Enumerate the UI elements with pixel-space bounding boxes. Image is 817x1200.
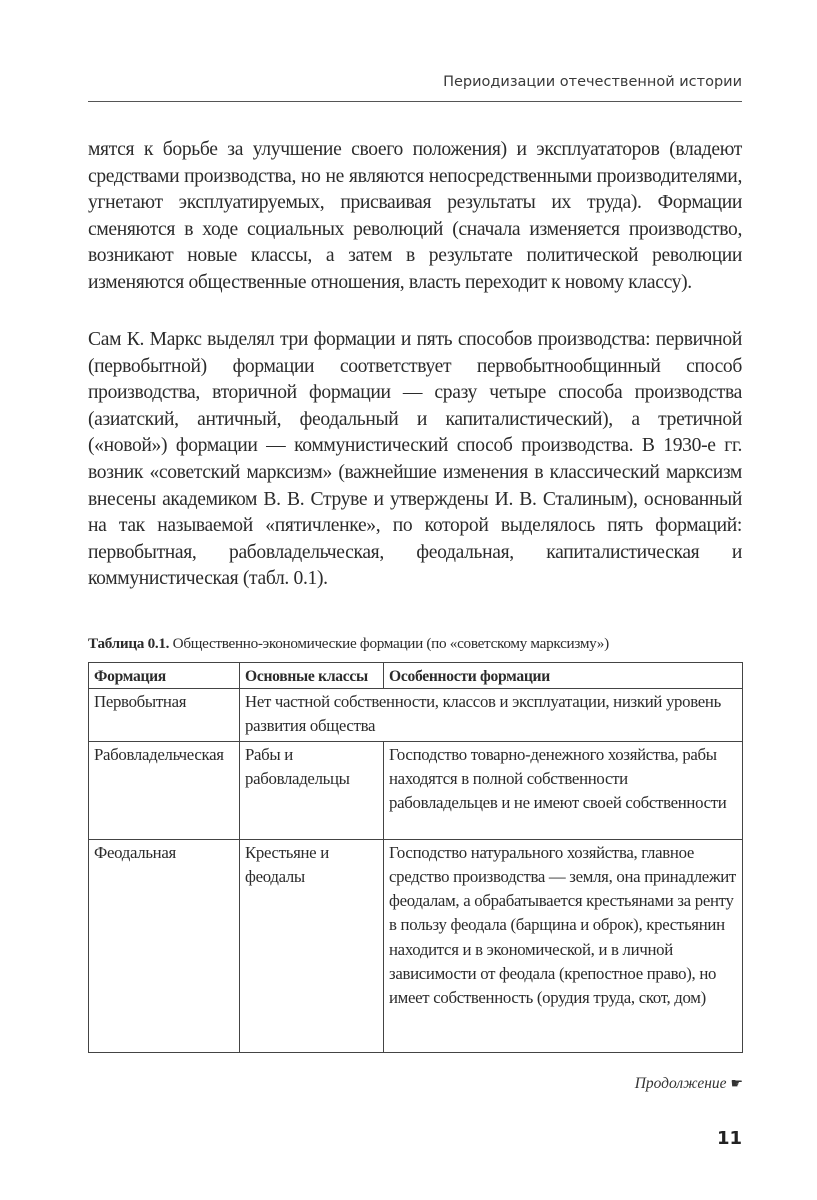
- cell-formation: Рабовладельческая: [89, 741, 240, 839]
- cell-classes: Крестьяне и феодалы: [240, 839, 384, 1052]
- table-caption-text: Общественно-экономические формации (по «советскому марксизму»): [169, 635, 609, 652]
- cell-features-merged: Нет частной собственности, классов и эксплуатации, низкий уровень развития общества: [240, 689, 743, 742]
- table-continued-note: [560, 1075, 743, 1093]
- table-row: [89, 839, 743, 1052]
- table-caption: [88, 635, 748, 653]
- paragraph-1: мятся к борьбе за улучшение своего положения) и эксплуататоров (владеют средствами производства, но не являются непосредственными производителями, угнетают эксплуатируемых, присваивая результаты их труда). Формации сменяются в ходе социальных революций (сначала изменяется производство, возникают новые классы, а затем в результате политической революции изменяются общественные отношения, власть переходит к новому классу).: [88, 139, 742, 293]
- cell-classes: Рабы и рабовладельцы: [240, 741, 384, 839]
- continued-label: Продолжение: [634, 1075, 727, 1092]
- cell-formation: Феодальная: [89, 839, 240, 1052]
- formations-table: [88, 662, 743, 1053]
- cell-features: Господство товарно-денежного хозяйства, рабы находятся в полной собственности рабовладельцев и не имеют своей собственности: [384, 741, 743, 839]
- running-header-title: Периодизации отечественной истории: [443, 74, 742, 90]
- table-row: [89, 741, 743, 839]
- pointing-hand-icon: ☛: [730, 1077, 743, 1092]
- header-divider: [88, 101, 742, 102]
- cell-features: Господство натурального хозяйства, главное средство производства — земля, она принадлежит феодалам, а обрабатывается крестьянами за ренту в пользу феодала (барщина и оброк), крестьянин находится и в экономической, и в личной зависимости от феодала (крепостное право), но имеет собственность (орудия труда, скот, дом): [384, 839, 743, 1052]
- table-header-row: [89, 663, 743, 689]
- paragraph-2: Сам К. Маркс выделял три формации и пять способов производства: первичной (первобытной) формации соответствует первобытнообщинный способ производства, вторичной формации — сразу четыре способа производства (азиатский, античный, феодальный и капиталистический), а третичной («новой») формации — коммунистический способ производства. В 1930-е гг. возник «советский марксизм» (важнейшие изменения в классический марксизм внесены академиком В. В. Струве и утверждены И. В. Сталиным), основанный на так называемой «пятичленке», по которой выделялось пять формаций: первобытная, рабовладельческая, феодальная, капиталистическая и коммунистическая (табл. 0.1).: [88, 329, 742, 590]
- header-features: Особенности формации: [384, 663, 743, 689]
- table-caption-label: Таблица 0.1.: [88, 635, 170, 652]
- page-number: 11: [716, 1128, 742, 1149]
- header-formation: Формация: [89, 663, 240, 689]
- cell-formation: Первобытная: [89, 689, 240, 742]
- table-row: [89, 689, 743, 742]
- header-classes: Основные классы: [240, 663, 384, 689]
